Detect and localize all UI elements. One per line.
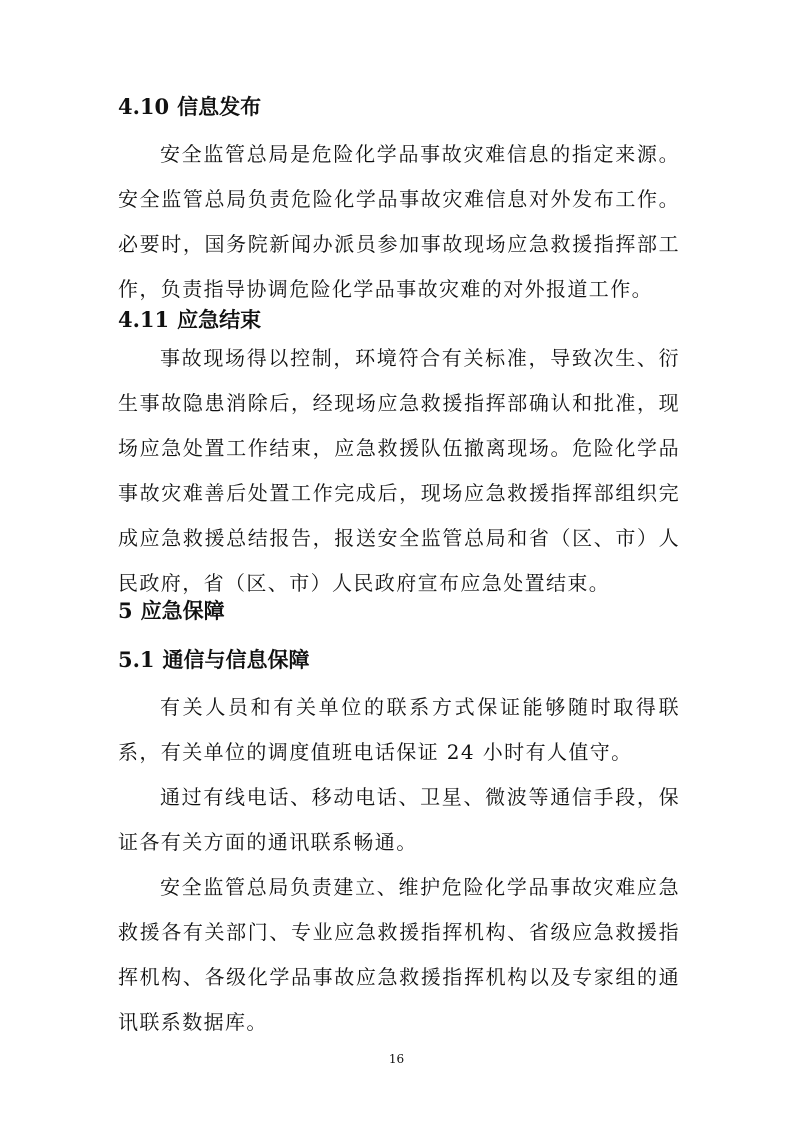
section-heading — [118, 305, 680, 335]
section-heading — [118, 596, 680, 626]
section-5-1-body — [118, 685, 680, 1045]
section-4-10-body — [118, 132, 680, 312]
section-title: 通信与信息保障 — [162, 648, 310, 672]
paragraph: 事故现场得以控制，环境符合有关标准，导致次生、衍生事故隐患消除后，经现场应急救援指挥部确认和批准，现场应急处置工作结束，应急救援队伍撤离现场。危险化学品事故灾难善后处置工作完成后，现场应急救援指挥部组织完成应急救援总结报告，报送安全监管总局和省（区、市）人民政府，省（区、市）人民政府宣布应急处置结束。 — [118, 346, 680, 595]
section-5 — [118, 596, 680, 626]
section-4-11 — [118, 305, 680, 335]
section-heading — [118, 645, 680, 675]
section-5-1 — [118, 645, 680, 675]
page-number: 16 — [388, 1052, 405, 1066]
section-4-10 — [118, 92, 680, 122]
paragraph: 通过有线电话、移动电话、卫星、微波等通信手段，保证各有关方面的通讯联系畅通。 — [118, 785, 680, 854]
section-title: 信息发布 — [177, 95, 262, 119]
paragraph: 安全监管总局负责建立、维护危险化学品事故灾难应急救援各有关部门、专业应急救援指挥机构、省级应急救援指挥机构、各级化学品事故应急救援指挥机构以及专家组的通讯联系数据库。 — [118, 875, 680, 1034]
section-4-11-body — [118, 336, 680, 606]
paragraph: 安全监管总局是危险化学品事故灾难信息的指定来源。安全监管总局负责危险化学品事故灾难信息对外发布工作。必要时，国务院新闻办派员参加事故现场应急救援指挥部工作，负责指导协调危险化学品事故灾难的对外报道工作。 — [118, 142, 680, 301]
section-heading — [118, 92, 680, 122]
section-number: 5.1 — [118, 647, 155, 672]
section-number: 5 — [118, 598, 133, 623]
section-number: 4.10 — [118, 94, 170, 119]
section-title: 应急保障 — [140, 599, 225, 623]
paragraph: 有关人员和有关单位的联系方式保证能够随时取得联系，有关单位的调度值班电话保证 24 小时有人值守。 — [118, 695, 680, 764]
section-number: 4.11 — [118, 307, 170, 332]
section-title: 应急结束 — [177, 308, 262, 332]
